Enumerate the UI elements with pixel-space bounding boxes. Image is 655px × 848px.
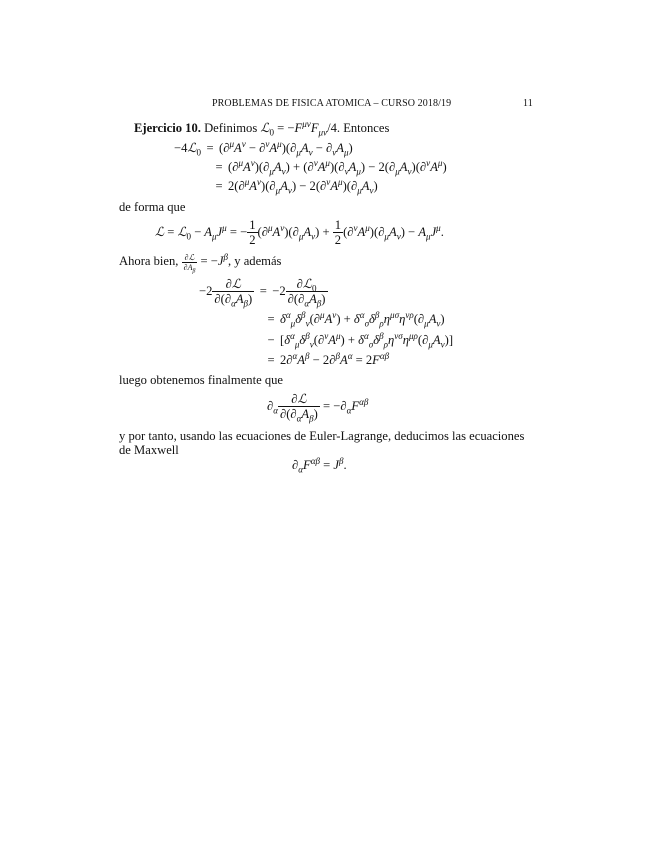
- text-de-forma-que: de forma que: [119, 200, 186, 214]
- text-luego: luego obtenemos finalmente que: [119, 373, 284, 387]
- fraction-half-2: $\frac{1}{2}$: [334, 218, 342, 248]
- exercise-label: Ejercicio 10.: [134, 121, 201, 135]
- equation-maxwell: $\partial_\alpha F^{\alpha\beta} = J^\beta$.: [292, 455, 347, 475]
- text-y-por-tanto-2: de Maxwell: [119, 443, 179, 457]
- page-number: 11: [523, 98, 533, 109]
- exercise-intro-end: . Entonces: [336, 121, 390, 135]
- eq1-line-2: = $(\partial^\mu A^\nu)(\partial_\mu A_\nu) + (\partial^\nu A^\mu)(\partial_\nu A_\mu) - 2(\partial_\mu A_\nu)(\partial^\nu A^\mu)$: [215, 157, 447, 177]
- equation-lagrangian: ℒ = ℒ$_0$ − $A_\mu J^\mu$ = − $\frac{1}{2}$ $(\partial^\mu A^\nu)(\partial_\mu A_\nu)$ + $\frac{1}{2}$ $(\partial^\nu A^\mu)(\partial_\mu A_\nu) - A_\mu J^\mu$.: [155, 218, 444, 248]
- lagrangian-definition: ℒ$_0$ = $-F^{\mu\nu}F_{\mu\nu}/4$: [260, 118, 337, 138]
- exercise-intro: Definimos: [204, 121, 258, 135]
- text-ahora-bien: Ahora bien,: [119, 254, 179, 268]
- text-ahora-bien-line: [119, 251, 282, 275]
- equation-euler-lagrange: $\partial_\alpha$ $\frac{\text{∂ℒ}}{\partial(\partial_\alpha A_\beta)}$ = $-\partial_\alpha F^{\alpha\beta}$: [267, 392, 369, 424]
- fraction-dL0-ddA: $\frac{\partial ℒ_0}{\partial(\partial_\alpha A_\beta)}$: [287, 277, 326, 309]
- eq1-line-1: −4ℒ$_0$ = $(\partial^\mu A^\nu - \partial^\nu A^\mu)(\partial_\mu A_\nu - \partial_\nu A_\mu)$: [174, 138, 353, 158]
- fraction-dL-ddA-2: $\frac{\text{∂ℒ}}{\partial(\partial_\alpha A_\beta)}$: [280, 392, 318, 424]
- fraction-dL-dA: $\frac{\text{∂ℒ}}{\partial A_\beta}$: [183, 252, 196, 275]
- fraction-dL-ddA-1: $\frac{\text{∂ℒ}}{\partial(\partial_\alpha A_\beta)}$: [214, 277, 253, 309]
- text-y-ademas: , y además: [227, 254, 282, 268]
- partial-derivative-inline: $\frac{\text{∂ℒ}}{\partial A_\beta}$ = $-J^\beta$: [183, 251, 228, 275]
- fraction-half-1: $\frac{1}{2}$: [249, 218, 256, 248]
- eq2-line-2: = $\delta^\alpha_\mu\delta^\beta_\nu(\partial^\mu A^\nu) + \delta^\alpha_\sigma\delta^\beta_\rho\eta^{\mu\sigma}\eta^{\nu\rho}(\partial_\mu A_\nu)$: [267, 309, 445, 329]
- running-head-title: PROBLEMAS DE FISICA ATOMICA – CURSO 2018/19: [212, 98, 452, 109]
- eq2-line-1: −2 $\frac{\text{∂ℒ}}{\partial(\partial_\alpha A_\beta)}$ = −2 $\frac{\partial ℒ_0}{\partial(\partial_\alpha A_\beta)}$: [199, 277, 326, 309]
- exercise-heading: [134, 118, 390, 138]
- eq1-line-3: = $2(\partial^\mu A^\nu)(\partial_\mu A_\nu) - 2(\partial^\nu A^\mu)(\partial_\mu A_\nu)$: [215, 176, 378, 196]
- eq2-line-3: − $[\delta^\alpha_\mu\delta^\beta_\nu(\partial^\nu A^\mu) + \delta^\alpha_\sigma\delta^\beta_\rho\eta^{\nu\sigma}\eta^{\mu\rho}(\partial_\mu A_\nu)]$: [267, 330, 454, 350]
- eq2-line-4: = $2\partial^\alpha A^\beta - 2\partial^\beta A^\alpha = 2F^{\alpha\beta}$: [267, 350, 390, 367]
- text-y-por-tanto-1: y por tanto, usando las ecuaciones de Euler-Lagrange, deducimos las ecuaciones: [119, 429, 525, 443]
